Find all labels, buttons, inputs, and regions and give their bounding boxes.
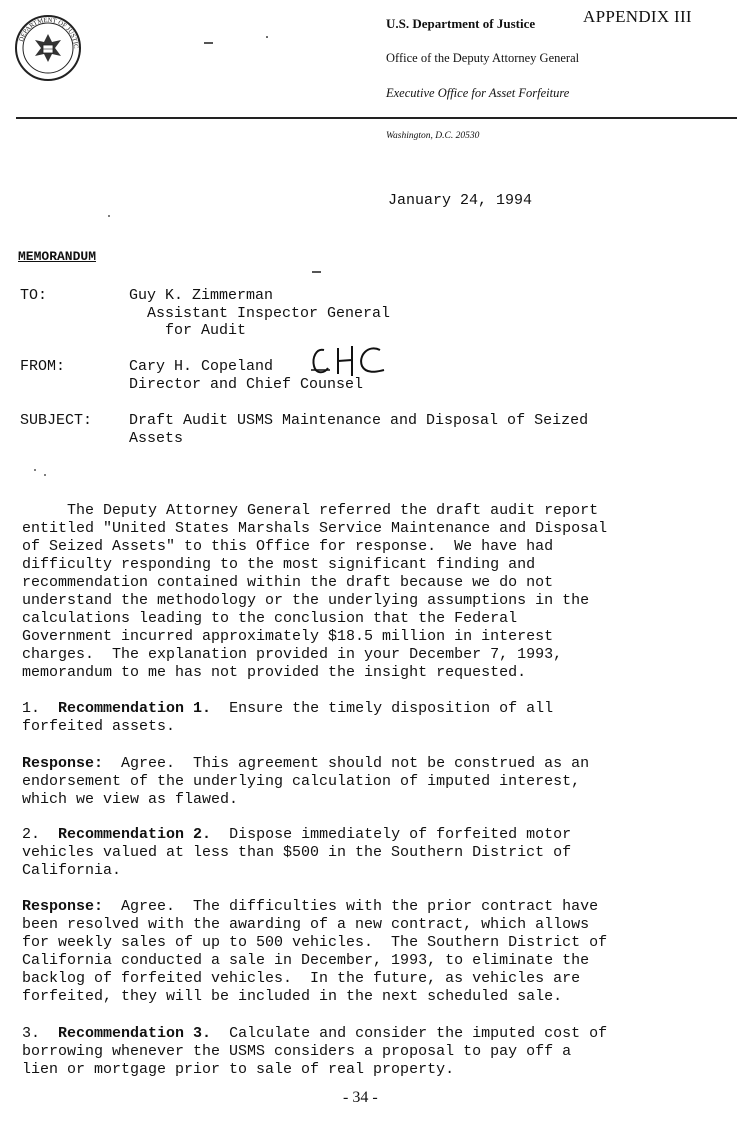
- intro-line: difficulty responding to the most significant finding and: [22, 556, 536, 573]
- from-label: FROM:: [20, 358, 66, 375]
- scan-mark: [266, 36, 268, 38]
- page-number: - 34 -: [343, 1089, 378, 1106]
- intro-line: Government incurred approximately $18.5 million in interest: [22, 628, 554, 645]
- response-line: for weekly sales of up to 500 vehicles. The Southern District of: [22, 934, 608, 951]
- response-line: which we view as flawed.: [22, 791, 239, 808]
- letterhead-location: Washington, D.C. 20530: [386, 131, 480, 141]
- recommendation-3: [22, 1007, 722, 1097]
- response-line: backlog of forfeited vehicles. In the future, as vehicles are: [22, 970, 581, 987]
- intro-paragraph: [22, 484, 722, 700]
- rec-line: forfeited assets.: [22, 718, 176, 735]
- scan-mark: [34, 469, 36, 471]
- intro-line: charges. The explanation provided in your December 7, 1993,: [22, 646, 563, 663]
- scan-mark: [108, 215, 110, 217]
- subject-text: [129, 412, 588, 447]
- rec-heading: Recommendation 1.: [58, 700, 212, 717]
- doj-seal-icon: [14, 14, 82, 82]
- executive-office-name: Executive Office for Asset Forfeiture: [386, 86, 570, 100]
- intro-line: of Seized Assets" to this Office for response. We have had: [22, 538, 554, 555]
- from-line: Director and Chief Counsel: [129, 375, 364, 393]
- intro-line: entitled "United States Marshals Service Maintenance and Disposal: [22, 520, 608, 537]
- department-name: U.S. Department of Justice: [386, 16, 536, 31]
- rec-line: borrowing whenever the USMS considers a proposal to pay off a: [22, 1043, 572, 1060]
- intro-line: memorandum to me has not provided the insight requested.: [22, 664, 527, 681]
- rec-text: Ensure the timely disposition of all: [211, 700, 554, 717]
- rec-number: 1.: [22, 700, 41, 717]
- to-label: TO:: [20, 287, 48, 304]
- rec-heading: Recommendation 2.: [58, 826, 212, 843]
- intro-line: calculations leading to the conclusion that the Federal: [22, 610, 518, 627]
- from-line: Cary H. Copeland: [129, 358, 274, 375]
- response-label: Response:: [22, 898, 104, 915]
- subject-line: Assets: [129, 429, 184, 447]
- office-name: Office of the Deputy Attorney General: [386, 51, 580, 65]
- appendix-label: APPENDIX III: [583, 7, 692, 26]
- to-line: for Audit: [129, 322, 247, 339]
- handwritten-initials-signature: [308, 342, 388, 382]
- intro-line: understand the methodology or the underlying assumptions in the: [22, 592, 590, 609]
- to-line: Guy K. Zimmerman: [129, 287, 274, 304]
- memo-date: January 24, 1994: [388, 192, 533, 209]
- response-line: been resolved with the awarding of a new contract, which allows: [22, 916, 590, 933]
- response-text: Agree. The difficulties with the prior contract have: [103, 898, 599, 915]
- to-recipient: [129, 287, 390, 340]
- scan-mark: [204, 42, 213, 44]
- subject-line: Draft Audit USMS Maintenance and Disposal of Seized: [129, 412, 589, 429]
- scan-mark: [312, 271, 321, 273]
- subject-label: SUBJECT:: [20, 412, 93, 429]
- rec-text: Dispose immediately of forfeited motor: [211, 826, 572, 843]
- response-line: forfeited, they will be included in the next scheduled sale.: [22, 988, 563, 1005]
- rec-text: Calculate and consider the imputed cost of: [211, 1025, 608, 1042]
- scan-mark: [44, 474, 46, 476]
- intro-line: The Deputy Attorney General referred the draft audit report: [22, 502, 599, 519]
- response-line: endorsement of the underlying calculation of imputed interest,: [22, 773, 581, 790]
- response-2: [22, 880, 722, 1024]
- rec-line: California.: [22, 862, 122, 879]
- seal-ring-text: DEPARTMENT OF JUSTIC: [17, 16, 80, 49]
- rec-number: 3.: [22, 1025, 41, 1042]
- memo-heading: MEMORANDUM: [18, 249, 97, 264]
- rec-number: 2.: [22, 826, 41, 843]
- letterhead-rule: [16, 117, 737, 119]
- to-line: Assistant Inspector General: [129, 304, 391, 322]
- response-label: Response:: [22, 755, 104, 772]
- rec-line: vehicles valued at less than $500 in the Southern District of: [22, 844, 572, 861]
- response-text: Agree. This agreement should not be construed as an: [103, 755, 590, 772]
- intro-line: recommendation contained within the draft because we do not: [22, 574, 554, 591]
- rec-heading: Recommendation 3.: [58, 1025, 212, 1042]
- rec-line: lien or mortgage prior to sale of real property.: [22, 1061, 455, 1078]
- response-line: California conducted a sale in December, 1993, to eliminate the: [22, 952, 590, 969]
